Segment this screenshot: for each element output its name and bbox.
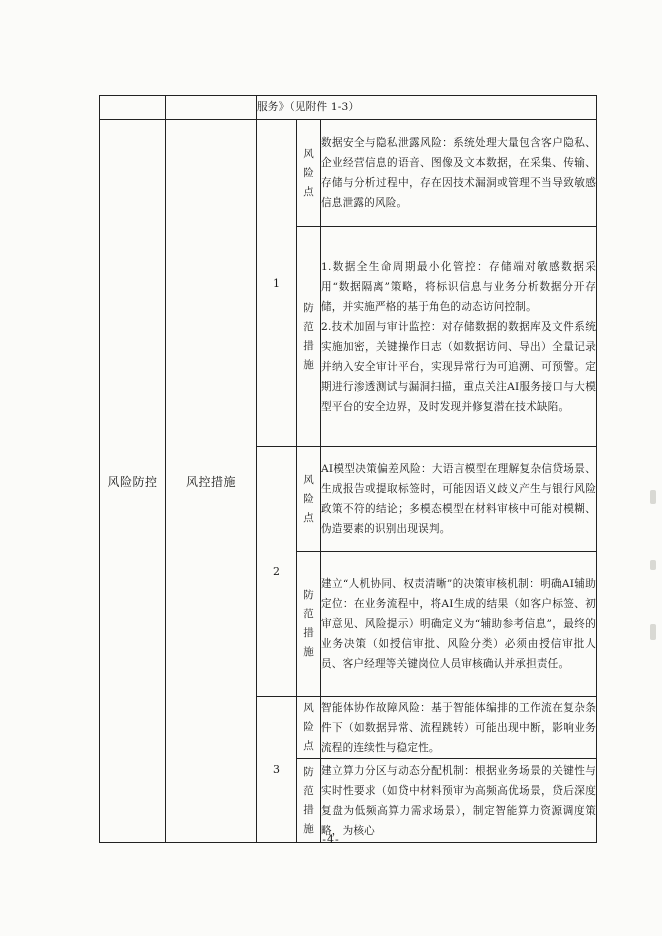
measure-label-char: 措 — [303, 339, 314, 352]
risk-label-cell — [297, 447, 321, 552]
risk-control-table — [99, 95, 597, 843]
item-number: 2 — [257, 447, 297, 697]
scan-mark — [650, 490, 656, 504]
empty-cell — [100, 96, 166, 120]
item-number: 1 — [257, 120, 297, 447]
risk-label-cell — [297, 120, 321, 227]
measure-label-cell — [297, 759, 321, 843]
measure-description — [321, 227, 597, 447]
scan-mark — [650, 624, 656, 640]
risk-label-char: 险 — [303, 166, 314, 179]
risk-text: AI模型决策偏差风险：大语言模型在理解复杂信贷场景、生成报告或提取标签时，可能因语义歧义产生与银行风险政策不符的结论；多模态模型在材料审核中可能对模糊、伪造要素的识别出现误判。 — [321, 463, 597, 535]
risk-label-char: 险 — [303, 721, 314, 733]
risk-text: 智能体协作故障风险：基于智能体编排的工作流在复杂条件下（如数据异常、流程跳转）可能出现中断，影响业务流程的连续性与稳定性。 — [321, 701, 597, 754]
table-row — [100, 96, 597, 120]
measure-text: 建立算力分区与动态分配机制：根据业务场景的关键性与实时性要求（如贷中材料预审为高频高优场景，贷后深度复盘为低频高算力需求场景），制定智能算力资源调度策略，为核心 — [321, 764, 597, 837]
risk-label-char: 风 — [303, 147, 314, 160]
measure-label-char: 防 — [303, 589, 314, 601]
measure-label-char: 防 — [303, 765, 314, 778]
measure-label-char: 范 — [303, 784, 314, 797]
measure-label-char: 措 — [303, 627, 314, 639]
risk-label-char: 风 — [303, 702, 314, 714]
measure-label-char: 施 — [303, 822, 314, 835]
measure-label-char: 措 — [303, 803, 314, 816]
measure-label-char: 范 — [303, 320, 314, 333]
risk-label-cell — [297, 697, 321, 759]
empty-cell — [166, 96, 257, 120]
measure-label-char: 范 — [303, 608, 314, 620]
item-number: 3 — [257, 697, 297, 843]
measure-text: 1.数据全生命周期最小化管控：存储端对敏感数据采用“数据隔离”策略，将标识信息与业务分析数据分开存储，并实施严格的基于角色的动态访问控制。 — [321, 260, 597, 313]
subcategory-cell: 风控措施 — [166, 120, 257, 843]
risk-description — [321, 120, 597, 227]
measure-label-char: 施 — [303, 358, 314, 371]
measure-text: 2.技术加固与审计监控：对存储数据的数据库及文件系统实施加密，关键操作日志（如数据访问、导出）全量记录并纳入安全审计平台，实现异常行为可追溯、可预警。定期进行渗透测试与漏洞扫描，重点关注AI服务接口与大模型平台的安全边界，及时发现并修复潜在技术缺陷。 — [321, 320, 597, 413]
risk-label-char: 险 — [303, 492, 314, 505]
measure-label-cell — [297, 227, 321, 447]
continued-text-cell — [257, 96, 597, 120]
risk-description — [321, 697, 597, 759]
measure-label-char: 防 — [303, 301, 314, 314]
scan-mark — [650, 560, 656, 570]
risk-label-char: 点 — [303, 185, 314, 198]
category-cell: 风险防控 — [100, 120, 166, 843]
measure-description — [321, 759, 597, 843]
measure-label-cell — [297, 552, 321, 697]
continued-text: 服务》（见附件 1-3） — [257, 101, 360, 113]
risk-text: 数据安全与隐私泄露风险：系统处理大量包含客户隐私、企业经营信息的语音、图像及文本数据，在采集、传输、存储与分析过程中，存在因技术漏洞或管理不当导致敏感信息泄露的风险。 — [321, 137, 597, 209]
table-row — [100, 120, 597, 227]
measure-label-char: 施 — [303, 646, 314, 658]
risk-label-char: 点 — [303, 740, 314, 752]
risk-description — [321, 447, 597, 552]
risk-label-char: 点 — [303, 511, 314, 524]
measure-text: 建立“人机协同、权责清晰”的决策审核机制：明确AI辅助定位：在业务流程中，将AI生成的结果（如客户标签、初审意见、风险提示）明确定义为“辅助参考信息”，最终的业务决策（如授信审批、风险分类）必须由授信审批人员、客户经理等关键岗位人员审核确认并承担责任。 — [321, 578, 597, 670]
page-number: -4- — [322, 833, 340, 846]
measure-description — [321, 552, 597, 697]
risk-label-char: 风 — [303, 473, 314, 486]
